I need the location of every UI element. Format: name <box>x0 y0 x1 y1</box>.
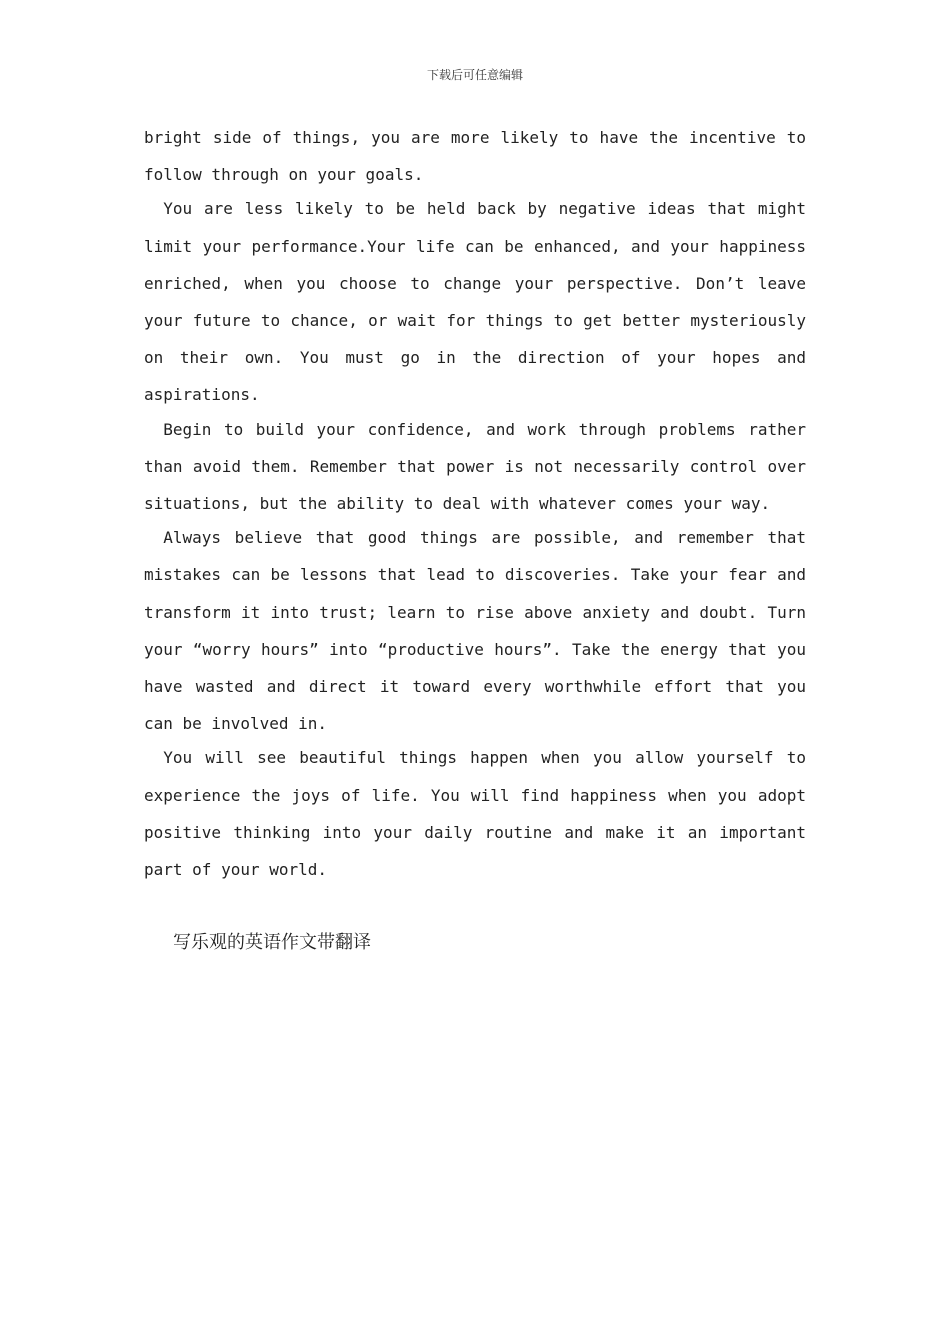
paragraph-5: You will see beautiful things happen when you allow yourself to experience the joys of life. You will find happiness when you adopt positive thinking into your daily routine and make it an important part of your world. <box>144 748 806 880</box>
paragraph-3: Begin to build your confidence, and work through problems rather than avoid them. Remember that power is not necessarily control over situations, but the ability to deal with whatever comes your way. <box>144 419 806 514</box>
next-article-title: 写乐观的英语作文带翻译 <box>173 932 371 953</box>
paragraph-1: bright side of things, you are more likely to have the incentive to follow through on your goals. <box>144 128 806 185</box>
paragraph-2: You are less likely to be held back by negative ideas that might limit your performance.Your life can be enhanced, and your happiness enriched, when you choose to change your perspective. Don’t leave your future to chance, or wait for things to get better mysteriously on their own. You must go in the direction of your hopes and aspirations. <box>144 199 806 405</box>
header-note: 下载后可任意编辑 <box>426 68 523 82</box>
essay-body <box>144 119 806 885</box>
paragraph-4: Always believe that good things are possible, and remember that mistakes can be lessons that lead to discoveries. Take your fear and transform it into trust; learn to rise above anxiety and doubt. Turn your “worry hours” into “productive hours”. Take the energy that you have wasted and direct it toward every worthwhile effort that you can be involved in. <box>144 528 806 734</box>
